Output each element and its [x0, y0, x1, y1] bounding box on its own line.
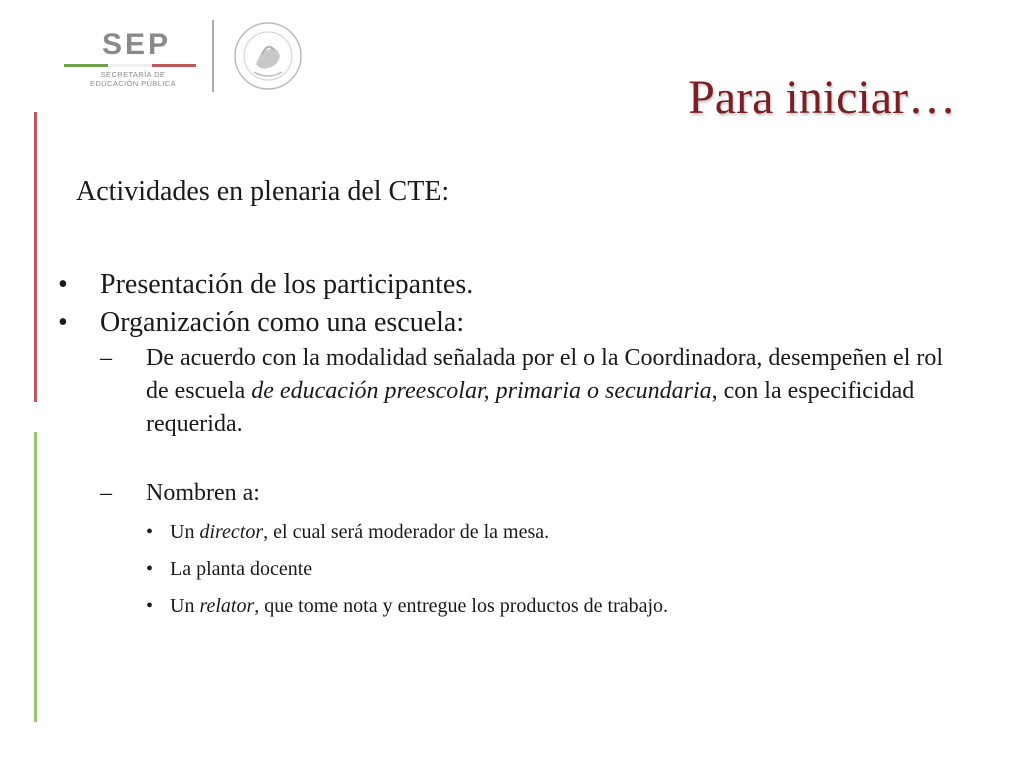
- bullet-icon: •: [146, 558, 154, 580]
- list-item: [146, 551, 958, 588]
- sub-list: [100, 342, 958, 625]
- intro-text: Actividades en plenaria del CTE:: [76, 176, 450, 207]
- list-item: [58, 304, 958, 625]
- role-list: [146, 514, 958, 625]
- sub-text-part: De acuerdo con la modalidad señalada por el o la Coordinadora, desempeñen el rol de escuela: [146, 345, 944, 404]
- bullet-text-organization: Organización como una escuela:: [100, 307, 465, 338]
- list-item: [146, 588, 958, 625]
- sep-logo-text: SEP: [102, 28, 172, 61]
- main-bullet-list: [58, 266, 958, 625]
- list-item: [146, 514, 958, 551]
- bullet-icon: •: [58, 307, 68, 338]
- left-accent-bar-red: [34, 112, 37, 402]
- sub-text-part: , con la especificidad requerida.: [146, 378, 915, 437]
- list-item: [100, 477, 958, 625]
- tricolor-stripe: [64, 64, 196, 67]
- role-text: , el cual será moderador de la mesa.: [263, 521, 550, 543]
- slide-content: [58, 172, 958, 625]
- bullet-icon: •: [58, 269, 68, 300]
- dash-icon: –: [100, 480, 112, 506]
- list-item: [100, 342, 958, 441]
- role-italic: director: [199, 521, 264, 543]
- role-text: Un: [170, 595, 200, 617]
- bullet-icon: •: [146, 595, 154, 617]
- list-item: [58, 266, 958, 304]
- bullet-text-participants: Presentación de los participantes.: [100, 269, 474, 300]
- role-text: Un: [170, 521, 200, 543]
- sub-text-nombren: Nombren a:: [146, 480, 260, 506]
- dash-icon: –: [100, 345, 112, 371]
- left-accent-bar-green: [34, 432, 37, 722]
- logo-divider: [212, 20, 214, 92]
- mexico-seal-icon: [232, 20, 304, 92]
- sub-text-italic: de educación preescolar, primaria o secundaria: [251, 378, 712, 404]
- role-text: , que tome nota y entregue los productos de trabajo.: [254, 595, 669, 617]
- slide-title: Para iniciar…: [688, 71, 956, 124]
- sep-logo: [60, 20, 320, 100]
- role-text: La planta docente: [170, 558, 313, 580]
- bullet-icon: •: [146, 521, 154, 543]
- role-italic: relator: [199, 595, 255, 617]
- sep-logo-subtitle: SECRETARÍA DE EDUCACIÓN PÚBLICA: [90, 70, 176, 88]
